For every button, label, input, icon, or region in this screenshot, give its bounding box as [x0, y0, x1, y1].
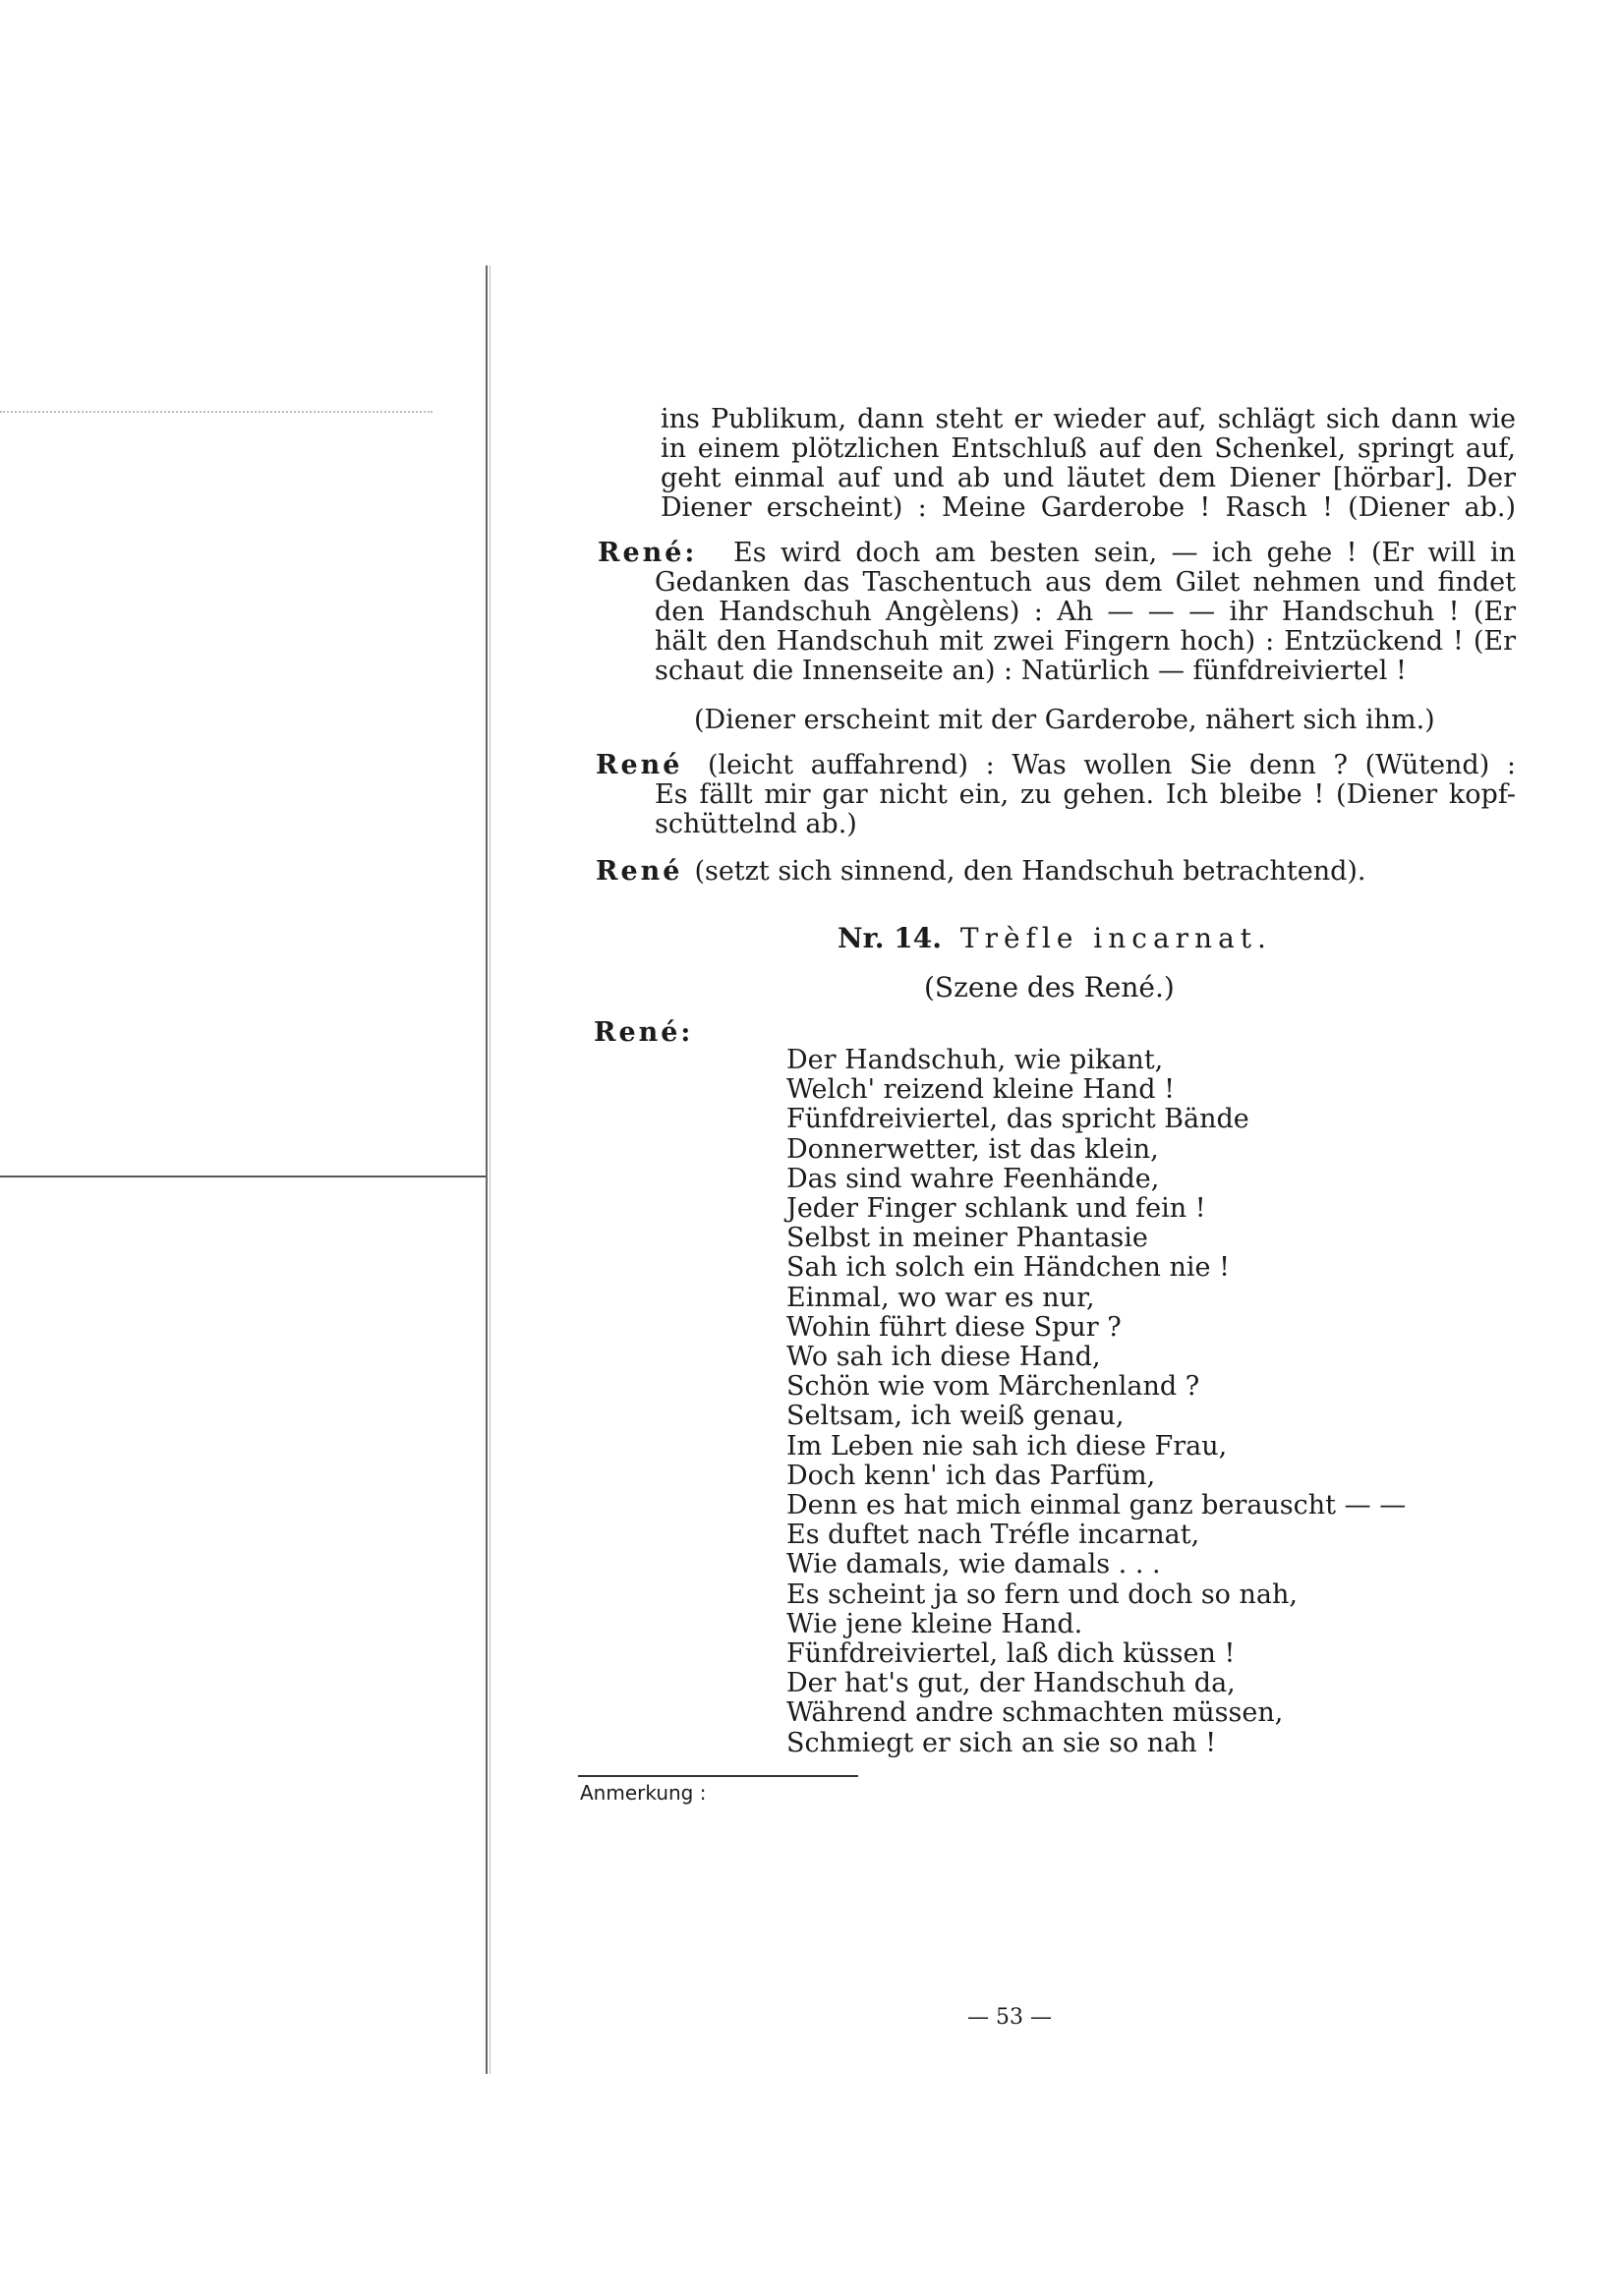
- verse-line: Welch' reizend kleine Hand !: [786, 1074, 1175, 1106]
- verse-line: Der hat's gut, der Handschuh da,: [786, 1668, 1236, 1699]
- scan-artifact-horizontal-line: [0, 1176, 486, 1177]
- song-number: Nr. 14.: [838, 922, 942, 954]
- scan-artifact-vertical-line-faint: [490, 265, 491, 2074]
- speech-line: René (setzt sich sinnend, den Handschuh betrachtend).: [596, 856, 1366, 887]
- scan-artifact-vertical-line: [486, 265, 488, 2074]
- verse-line: Es scheint ja so fern und doch so nah,: [786, 1578, 1298, 1610]
- verse-line: Fünfdreiviertel, laß dich küssen !: [786, 1638, 1236, 1670]
- verse-line: Donnerwetter, ist das klein,: [786, 1133, 1159, 1165]
- speech-first-line: (leicht auffahrend) : Was wollen Sie denn ? (Wütend) :: [708, 750, 1516, 780]
- verse-line: Fünfdreiviertel, das spricht Bände: [786, 1104, 1249, 1135]
- footnote-label: Anmerkung :: [580, 1781, 707, 1805]
- stage-direction: (Diener erscheint mit der Garderobe, nähert sich ihm.): [694, 705, 1435, 735]
- stage-direction-paragraph: [661, 405, 1516, 523]
- paragraph-line: geht einmal auf und ab und läutet dem Diener [hörbar]. Der: [661, 463, 1516, 493]
- song-title: Trèfle incarnat.: [959, 922, 1272, 954]
- verse-line: Sah ich solch ein Händchen nie !: [786, 1252, 1230, 1284]
- verse-line: Seltsam, ich weiß genau,: [786, 1401, 1125, 1432]
- paragraph-line: Diener erscheint) : Meine Garderobe ! Rasch ! (Diener ab.): [661, 492, 1516, 523]
- verse-line: Im Leben nie sah ich diese Frau,: [786, 1430, 1228, 1462]
- song-subtitle: (Szene des René.): [924, 971, 1175, 1004]
- speaker-label: René:: [598, 538, 698, 568]
- verse-line: Einmal, wo war es nur,: [786, 1282, 1095, 1313]
- verse-line: Der Handschuh, wie pikant,: [786, 1045, 1164, 1075]
- verse-line: Wie jene kleine Hand.: [786, 1608, 1083, 1639]
- verse-line: Wie damals, wie damals . . .: [786, 1549, 1161, 1580]
- verse-line: Das sind wahre Feenhände,: [786, 1163, 1160, 1194]
- song-heading: [838, 924, 1272, 953]
- paragraph-line: ins Publikum, dann steht er wieder auf, schlägt sich dann wie: [661, 404, 1516, 434]
- verse-line: Selbst in meiner Phantasie: [786, 1223, 1148, 1254]
- speaker-label: René:: [594, 1017, 694, 1048]
- footnote-rule: [578, 1775, 858, 1777]
- song-verse: [786, 1046, 1406, 1758]
- verse-line: Jeder Finger schlank und fein !: [786, 1193, 1206, 1225]
- verse-line: Wo sah ich diese Hand,: [786, 1342, 1101, 1373]
- speech-first-line: Es wird doch am besten sein, — ich gehe ! (Er will in: [733, 538, 1516, 568]
- page-number: — 53 —: [967, 2005, 1052, 2030]
- verse-line: Schmiegt er sich an sie so nah !: [786, 1727, 1217, 1758]
- verse-line: Doch kenn' ich das Parfüm,: [786, 1460, 1156, 1491]
- verse-line: Schön wie vom Märchenland ?: [786, 1371, 1200, 1403]
- verse-line: Wohin führt diese Spur ?: [786, 1311, 1122, 1343]
- scan-artifact-dotted-line: [0, 411, 433, 413]
- speaker-label: René: [596, 750, 683, 780]
- verse-line: Während andre schmachten müssen,: [786, 1697, 1284, 1729]
- paragraph-line: in einem plötzlichen Entschluß auf den Schenkel, springt auf,: [661, 433, 1516, 464]
- speech-continuation: Es fällt mir gar nicht ein, zu gehen. Ich bleibe ! (Diener kopf- schüttelnd ab.): [655, 779, 1516, 839]
- verse-line: Denn es hat mich einmal ganz berauscht — —: [786, 1490, 1407, 1521]
- verse-line: Es duftet nach Tréfle incarnat,: [786, 1520, 1200, 1551]
- speech-continuation: Gedanken das Taschentuch aus dem Gilet nehmen und findet den Handschuh Angèlens) : Ah — — — ihr Handschuh ! (Er hält den Handschuh mit zwei Fingern hoch) : Entzückend ! (Er schaut die Innenseite an) : Natürlich — fünfdreiviertel !: [655, 567, 1516, 686]
